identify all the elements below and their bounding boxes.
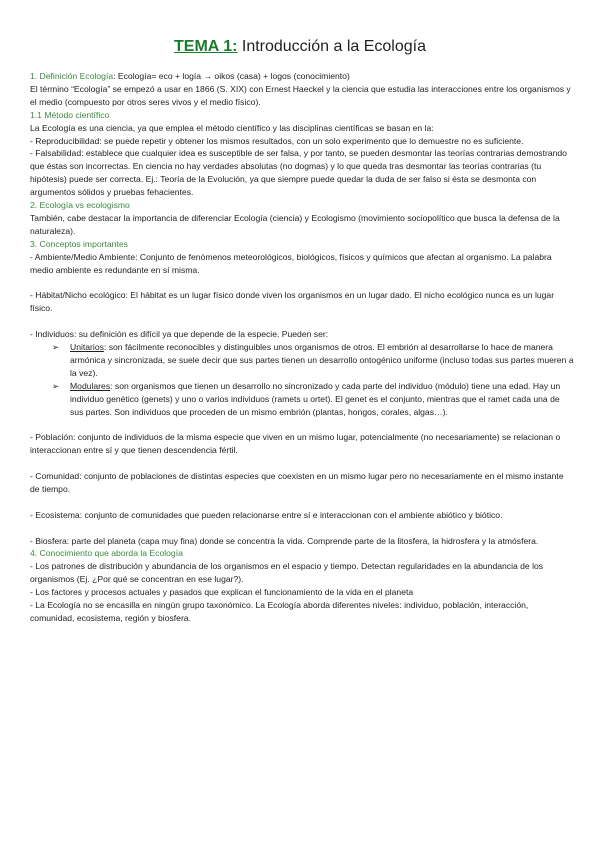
concept-poblacion: - Población: conjunto de individuos de la misma especie que viven en un mismo lugar, potencialmente (no necesariamente) se relacionan o interaccionan entre sí y que tienen descendencia fértil. bbox=[30, 432, 561, 456]
section-1-1-heading: 1.1 Método científico bbox=[30, 109, 110, 120]
arrow-bullet-icon: ➢ bbox=[52, 380, 60, 391]
list-item-falsabilidad: - Falsabilidad: establece que cualquier idea es susceptible de ser falsa, y por tanto, se pueden desmontar las teorías contrarias demostrando que éstas son incorrectas. En ciencia no hay verdades absolutas (no dogmas) y lo que queda tras desmontar las teorías contrarias (tu hipótesis) puede ser correcta. Ej.: Teoría de la Evolución, ya que siempre puede quedar la duda de ser falso si ésta se desmonta con argumentos sólidos y pruebas fehacientes. bbox=[30, 148, 567, 198]
unitarios-term: Unitarios bbox=[70, 342, 104, 352]
concept-ambiente: - Ambiente/Medio Ambiente: Conjunto de fenómenos meteorológicos, biológicos, físicos y químicos que afectan al organismo. La palabra medio ambiente es redundante en sí misma. bbox=[30, 251, 552, 275]
section-2-body: También, cabe destacar la importancia de diferenciar Ecología (ciencia) y Ecologismo (movimiento sociopolítico que busca la defensa de la naturaleza). bbox=[30, 212, 560, 236]
concept-biosfera: - Biosfera: parte del planeta (capa muy fina) donde se concentra la vida. Comprende parte de la litosfera, la hidrosfera y la atmósfera. bbox=[30, 535, 539, 546]
title-prefix: TEMA 1: bbox=[174, 38, 238, 55]
title-text: Introducción a la Ecología bbox=[237, 38, 426, 55]
section-1 bbox=[30, 70, 575, 83]
section-4-heading: 4. Conocimiento que aborda la Ecología bbox=[30, 548, 183, 559]
modulares-term: Modulares bbox=[70, 380, 111, 391]
page-title bbox=[0, 37, 600, 57]
concept-habitat: - Hábitat/Nicho ecológico: El hábitat es un lugar físico donde viven los organismos en un lugar dado. El nicho ecológico nunca es un lugar físico. bbox=[30, 290, 555, 314]
section-1-1-intro: La Ecología es una ciencia, ya que emplea el método científico y las disciplinas científicas se basan en la: bbox=[30, 122, 434, 133]
list-item-niveles: - La Ecología no se encasilla en ningún grupo taxonómico. La Ecología aborda diferentes niveles: individuo, población, interacción, comunidad, ecosistema, región y biosfera. bbox=[30, 600, 529, 623]
sub-item-modulares bbox=[30, 380, 575, 419]
sub-item-unitarios bbox=[30, 341, 575, 380]
modulares-text: : son organismos que tienen un desarrollo no sincronizado y cada parte del individuo (módulo) tiene una edad. Hay un individuo genético (genets) y uno o varios individuos (ramets u ortet). El genet es el conjunto, mientras que el ramet cada una de sus partes. Son individuos que proceden de un mismo embrión (plantas, hongos, corales, algas…). bbox=[70, 380, 561, 417]
concept-individuos: - Individuos: su definición es difícil ya que depende de la especie. Pueden ser: bbox=[30, 329, 329, 340]
section-1-body: El término “Ecología” se empezó a usar en 1866 (S. XIX) con Ernest Haeckel y la ciencia que estudia las interacciones entre los organismos y el medio (compuesto por otros seres vivos y el medio físico). bbox=[30, 83, 571, 107]
concept-ecosistema: - Ecosistema: conjunto de comunidades que pueden relacionarse entre sí e interaccionan con el ambiente abiótico y biótico. bbox=[30, 509, 503, 520]
document-body bbox=[30, 70, 575, 625]
section-2-heading: 2. Ecología vs ecologismo bbox=[30, 200, 130, 211]
list-item-factores: - Los factores y procesos actuales y pasados que explican el funcionamiento de la vida en el planeta bbox=[30, 587, 414, 598]
unitarios-text: : son fácilmente reconocibles y distinguibles unos organismos de otros. El embrión al desarrollarse lo hace de manera armónica y sincronizada, se suele decir que sus partes tienen un desarrollo ontogénico uniforme (incluso todas sus partes mueren a la vez). bbox=[70, 342, 574, 378]
list-item-reproducibilidad: - Reproducibilidad: se puede repetir y obtener los mismos resultados, con un solo experimento que lo demuestre no es suficiente. bbox=[30, 135, 524, 146]
section-1-heading: 1. Definición Ecología bbox=[30, 71, 114, 81]
section-3-heading: 3. Conceptos importantes bbox=[30, 238, 128, 249]
ecologia-definition: Ecología= eco + logía → oikos (casa) + logos (conocimiento) bbox=[117, 71, 350, 81]
section-1-colon: : bbox=[113, 71, 118, 81]
concept-comunidad: - Comunidad: conjunto de poblaciones de distintas especies que coexisten en un mismo lugar pero no necesariamente en el mismo instante de tiempo. bbox=[30, 471, 564, 494]
arrow-bullet-icon: ➢ bbox=[52, 342, 60, 352]
list-item-patrones: - Los patrones de distribución y abundancia de los organismos en el espacio y tiempo. Detectan regularidades en la abundancia de los organismos (Ej. ¿Por qué se concentran en ese lugar?). bbox=[30, 561, 544, 585]
